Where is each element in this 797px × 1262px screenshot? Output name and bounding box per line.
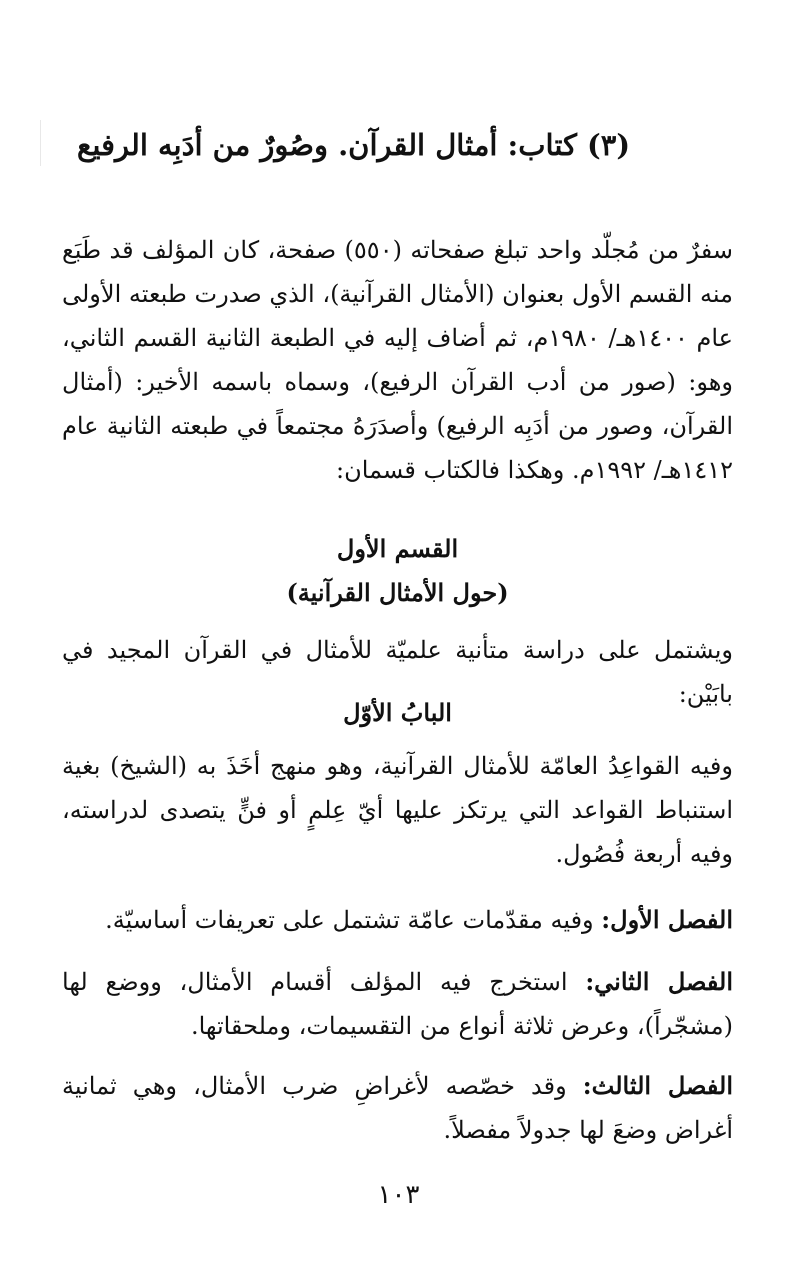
section-label: الفصل الأول: (601, 905, 733, 934)
section-text: استخرج فيه المؤلف أقسام الأمثال، ووضع لها (مشجّراً)، وعرض ثلاثة أنواع من التقسيمات، وملحقاتها. (62, 968, 733, 1040)
page-title: (٣) كتاب: أمثال القرآن. وصُورٌ من أدَبِه الرفيع (76, 128, 631, 162)
section-label: الفصل الثاني: (585, 967, 733, 996)
chapter-heading: البابُ الأوّل (343, 698, 452, 727)
intro-paragraph: سفرٌ من مُجلّد واحد تبلغ صفحاته (٥٥٠) صفحة، كان المؤلف قد طَبَع منه القسم الأول بعنوان (الأمثال القرآنية)، الذي صدرت طبعته الأولى عام ١٤٠٠هـ/ ١٩٨٠م، ثم أضاف إليه في الطبعة الثانية القسم الثاني، وهو: (صور من أدب القرآن الرفيع)، وسماه باسمه الأخير: (أمثال القرآن، وصور من أدَبِه الرفيع) وأصدَرَهُ مجتمعاً في طبعته الثانية عام ١٤١٢هـ/ ١٩٩٢م. وهكذا فالكتاب قسمان: (61, 236, 734, 484)
section-text: وقد خصّصه لأغراضِ ضرب الأمثال، وهي ثمانية أغراض وضعَ لها جدولاً مفصلاً. (62, 1072, 733, 1144)
page-number: ١٠٣ (377, 1180, 420, 1210)
chapter-section-3 (62, 1064, 733, 1152)
section-heading: القسم الأول (336, 534, 459, 563)
section-subheading: (حول الأمثال القرآنية) (286, 578, 509, 607)
section-intro: ويشتمل على دراسة متأنية علميّة للأمثال في القرآن المجيد في بابَيْن: (62, 636, 733, 708)
chapter-section-2 (62, 960, 733, 1048)
margin-mark (40, 120, 41, 166)
chapter-section-1 (62, 898, 733, 942)
chapter-intro: وفيه القواعِدُ العامّة للأمثال القرآنية، وهو منهج أخَذَ به (الشيخ) بغية استنباط القواعد التي يرتكز عليها أيّ عِلمٍ أو فنٍّ يتصدى لدراسته، وفيه أربعة فُصُول. (62, 752, 733, 868)
section-text: وفيه مقدّمات عامّة تشتمل على تعريفات أساسيّة. (105, 906, 602, 934)
section-label: الفصل الثالث: (582, 1071, 733, 1100)
